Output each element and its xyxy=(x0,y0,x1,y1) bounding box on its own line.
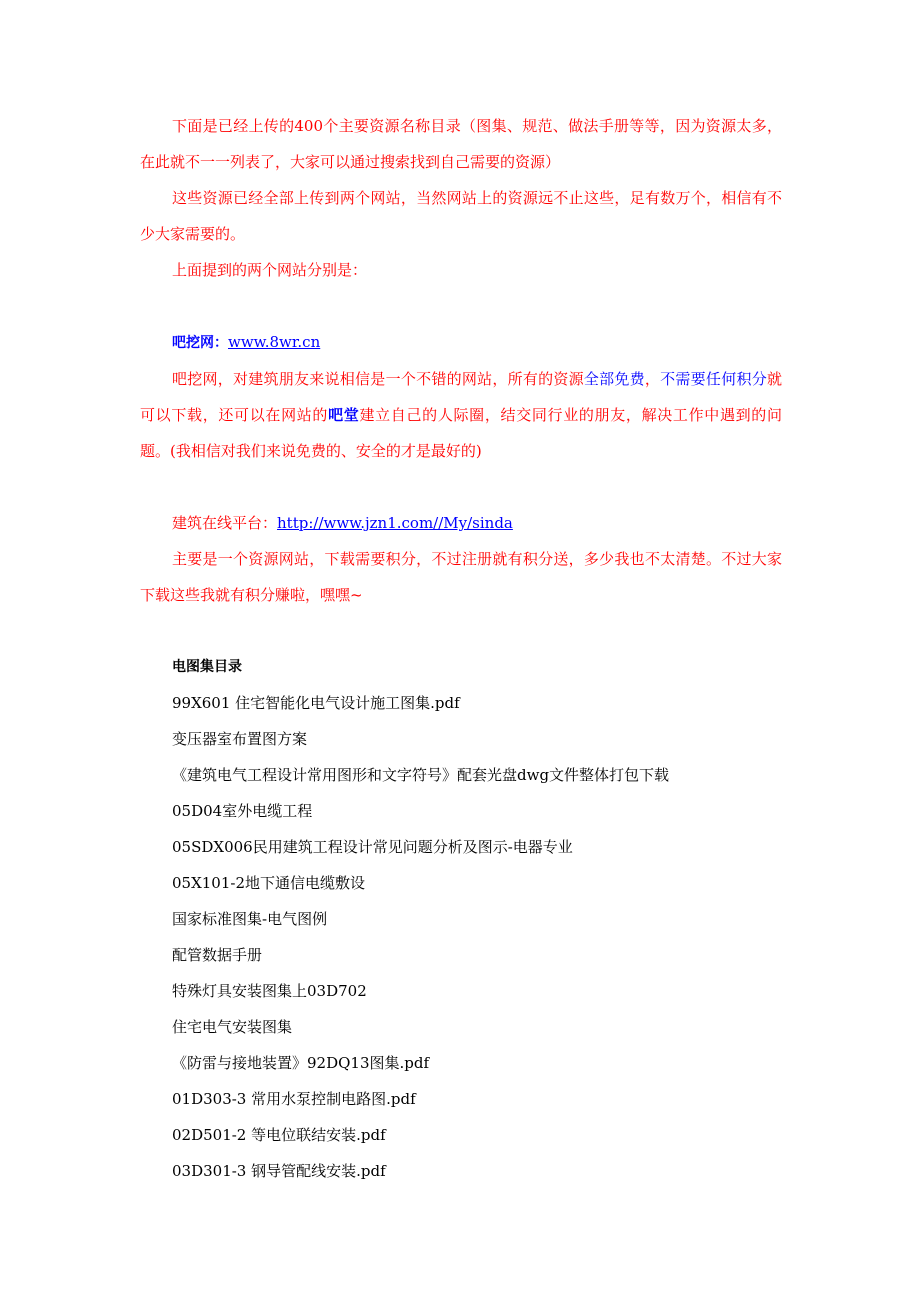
spacer xyxy=(140,469,782,505)
site2-name: 建筑在线平台： xyxy=(172,514,278,532)
catalog-item: 住宅电气安装图集 xyxy=(172,1018,293,1036)
spacer xyxy=(140,613,782,649)
catalog-item: 05D04室外电缆工程 xyxy=(172,802,313,820)
catalog-heading: 电图集目录 xyxy=(172,659,242,675)
catalog-item: 国家标准图集-电气图例 xyxy=(172,910,328,928)
catalog-item: 05X101-2地下通信电缆敷设 xyxy=(172,874,366,892)
site2-line xyxy=(140,505,782,541)
site1-desc-part-b: ， xyxy=(644,370,661,388)
catalog-item: 变压器室布置图方案 xyxy=(172,730,308,748)
intro-paragraph-2: 这些资源已经全部上传到两个网站，当然网站上的资源远不止这些，足有数万个，相信有不少大家需要的。 xyxy=(140,189,782,243)
site1-desc-part-d: 建立自己的人际圈，结交同行业的朋友，解决工作中遇到的问题。(我相信对我们来说免费的、安全的才是最好的) xyxy=(140,406,782,460)
site1-link[interactable]: www.8wr.cn xyxy=(228,333,321,351)
catalog-item: 01D303-3 常用水泵控制电路图.pdf xyxy=(172,1090,416,1108)
catalog-item: 《建筑电气工程设计常用图形和文字符号》配套光盘dwg文件整体打包下载 xyxy=(172,766,670,784)
site1-desc-free: 全部免费 xyxy=(583,370,645,388)
site1-name: 吧挖网： xyxy=(172,335,228,351)
catalog-item: 99X601 住宅智能化电气设计施工图集.pdf xyxy=(172,694,460,712)
site2-description: 主要是一个资源网站，下载需要积分，不过注册就有积分送，多少我也不太清楚。不过大家下载这些我就有积分赚啦，嘿嘿~ xyxy=(140,550,782,604)
intro-paragraph-1: 下面是已经上传的400个主要资源名称目录（图集、规范、做法手册等等，因为资源太多，在此就不一一列表了，大家可以通过搜索找到自己需要的资源） xyxy=(140,117,782,171)
catalog-item: 配管数据手册 xyxy=(172,946,263,964)
catalog-item: 02D501-2 等电位联结安装.pdf xyxy=(172,1126,386,1144)
catalog-item: 03D301-3 钢导管配线安装.pdf xyxy=(172,1162,386,1180)
spacer xyxy=(140,288,782,324)
catalog-item: 《防雷与接地装置》92DQ13图集.pdf xyxy=(172,1054,430,1072)
catalog-item: 特殊灯具安装图集上03D702 xyxy=(172,982,367,1000)
site2-link[interactable]: http://www.jzn1.com//My/sinda xyxy=(277,514,513,532)
site1-line xyxy=(140,324,782,361)
site1-desc-part-c: 就可以下载，还可以在网站的 xyxy=(140,370,782,424)
catalog-item: 05SDX006民用建筑工程设计常见问题分析及图示-电器专业 xyxy=(172,838,573,856)
site1-desc-no-points: 不需要任何积分 xyxy=(660,370,767,388)
intro-paragraph-3: 上面提到的两个网站分别是： xyxy=(172,261,368,279)
site1-desc-part-a: 吧挖网，对建筑朋友来说相信是一个不错的网站，所有的资源 xyxy=(172,370,584,388)
document-page xyxy=(140,108,782,1189)
site1-description xyxy=(140,361,782,469)
site1-desc-bar: 吧堂 xyxy=(328,406,360,424)
